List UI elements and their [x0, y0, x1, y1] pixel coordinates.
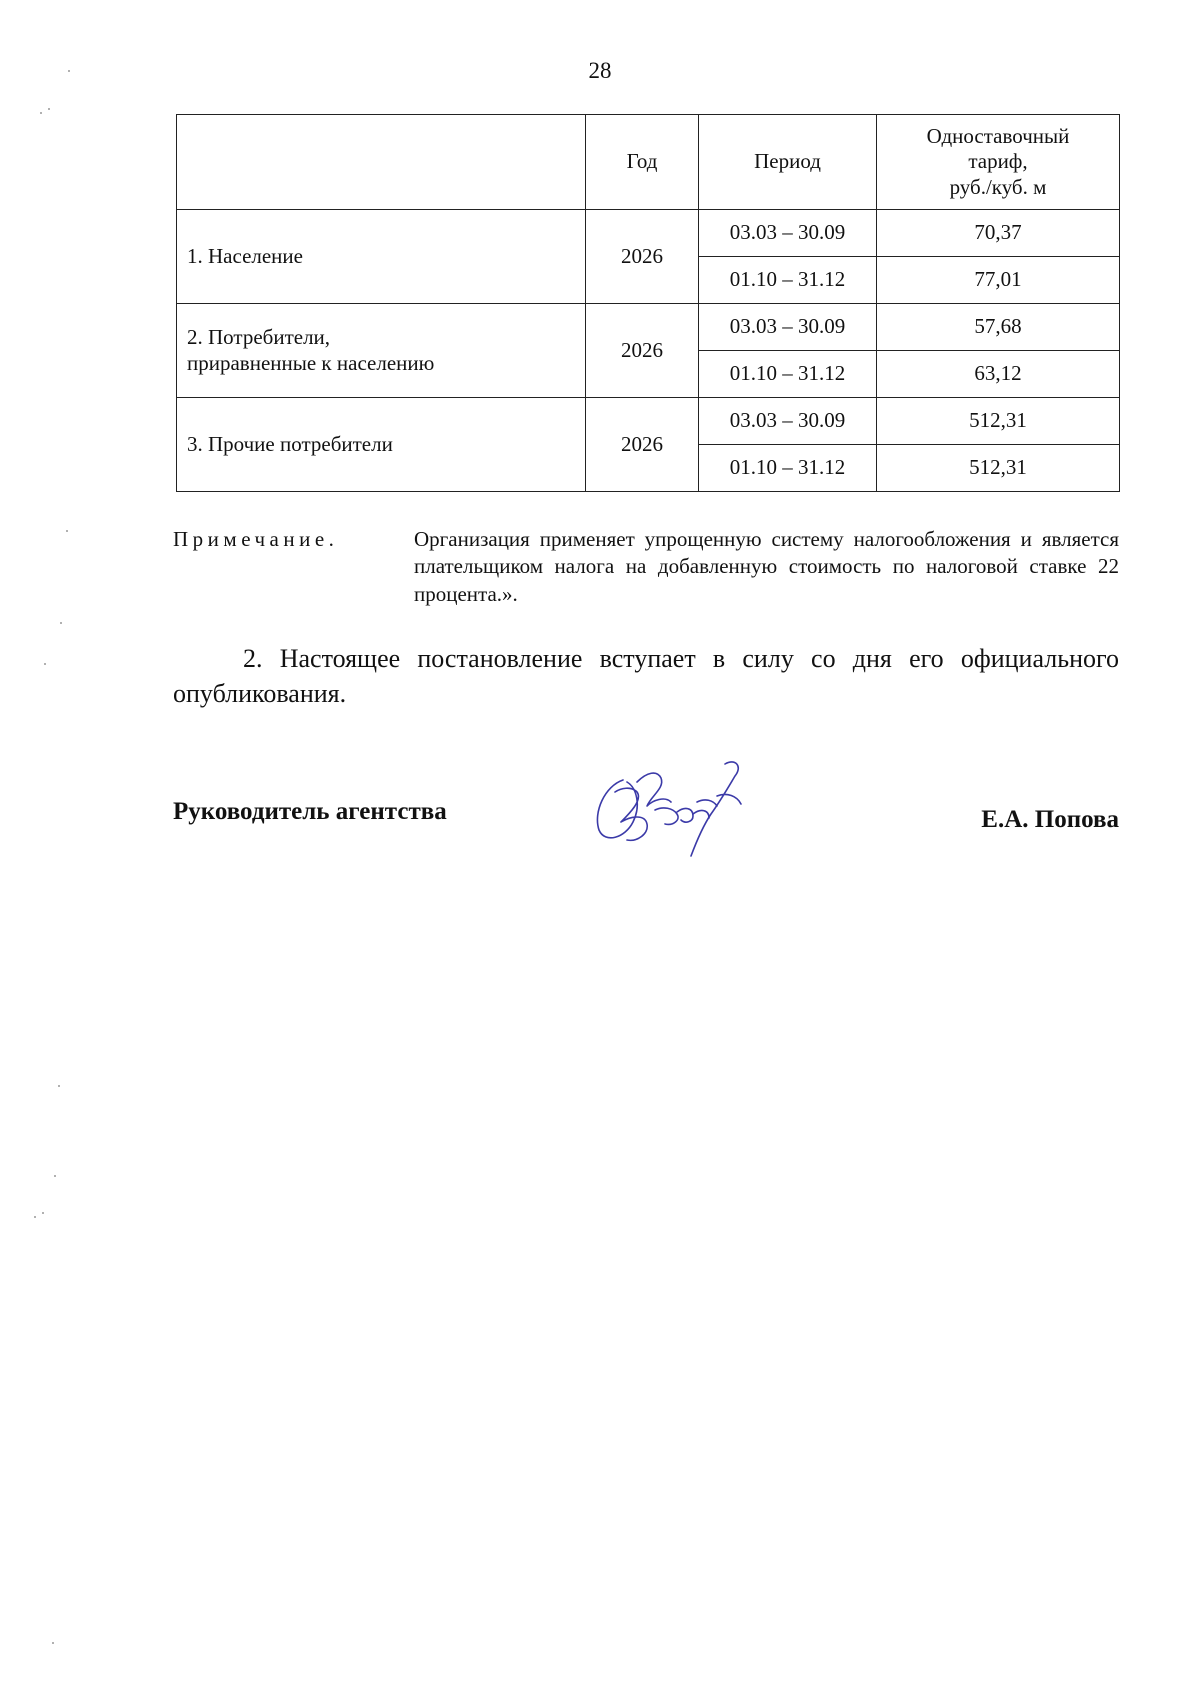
scan-speck — [48, 108, 50, 110]
table-header-row — [177, 115, 1120, 210]
period-cell: 01.10 – 31.12 — [699, 351, 877, 398]
scan-speck — [42, 1212, 44, 1214]
scan-speck — [44, 663, 46, 665]
note-text: Организация применяет упрощенную систему налогообложения и является плательщиком налога на добавленную стоимость по налоговой ставке 22 процента.». — [414, 527, 1119, 606]
table-row — [177, 304, 1120, 351]
table-row — [177, 398, 1120, 445]
consumer-group-cell: 2. Потребители, приравненные к населению — [177, 304, 586, 398]
year-cell: 2026 — [586, 304, 699, 398]
consumer-group-cell: 1. Население — [177, 210, 586, 304]
tariff-cell: 63,12 — [877, 351, 1120, 398]
tariff-cell: 512,31 — [877, 445, 1120, 492]
year-cell: 2026 — [586, 398, 699, 492]
note-label: Примечание. — [173, 527, 339, 551]
scan-speck — [52, 1642, 54, 1644]
tariff-cell: 77,01 — [877, 257, 1120, 304]
tariff-table — [176, 114, 1120, 492]
clause-2: 2. Настоящее постановление вступает в силу со дня его официального опубликования. — [173, 644, 1119, 708]
header-period: Период — [699, 115, 877, 210]
tariff-cell: 70,37 — [877, 210, 1120, 257]
scan-speck — [68, 70, 70, 72]
header-tariff: Одноставочный тариф, руб./куб. м — [877, 115, 1120, 210]
scan-speck — [60, 622, 62, 624]
scan-speck — [58, 1085, 60, 1087]
period-cell: 01.10 – 31.12 — [699, 257, 877, 304]
page-number: 28 — [588, 58, 612, 83]
tariff-cell: 512,31 — [877, 398, 1120, 445]
signer-name: Е.А. Попова — [981, 806, 1119, 833]
signature-image — [585, 752, 755, 862]
signer-title: Руководитель агентства — [173, 798, 447, 825]
period-cell: 01.10 – 31.12 — [699, 445, 877, 492]
scan-speck — [66, 530, 68, 532]
tariff-cell: 57,68 — [877, 304, 1120, 351]
period-cell: 03.03 – 30.09 — [699, 210, 877, 257]
period-cell: 03.03 – 30.09 — [699, 304, 877, 351]
period-cell: 03.03 – 30.09 — [699, 398, 877, 445]
scan-speck — [40, 112, 42, 114]
year-cell: 2026 — [586, 210, 699, 304]
scan-speck — [34, 1216, 36, 1218]
scan-speck — [54, 1175, 56, 1177]
header-year: Год — [586, 115, 699, 210]
consumer-group-cell: 3. Прочие потребители — [177, 398, 586, 492]
table-row — [177, 210, 1120, 257]
header-consumer-group — [177, 115, 586, 210]
